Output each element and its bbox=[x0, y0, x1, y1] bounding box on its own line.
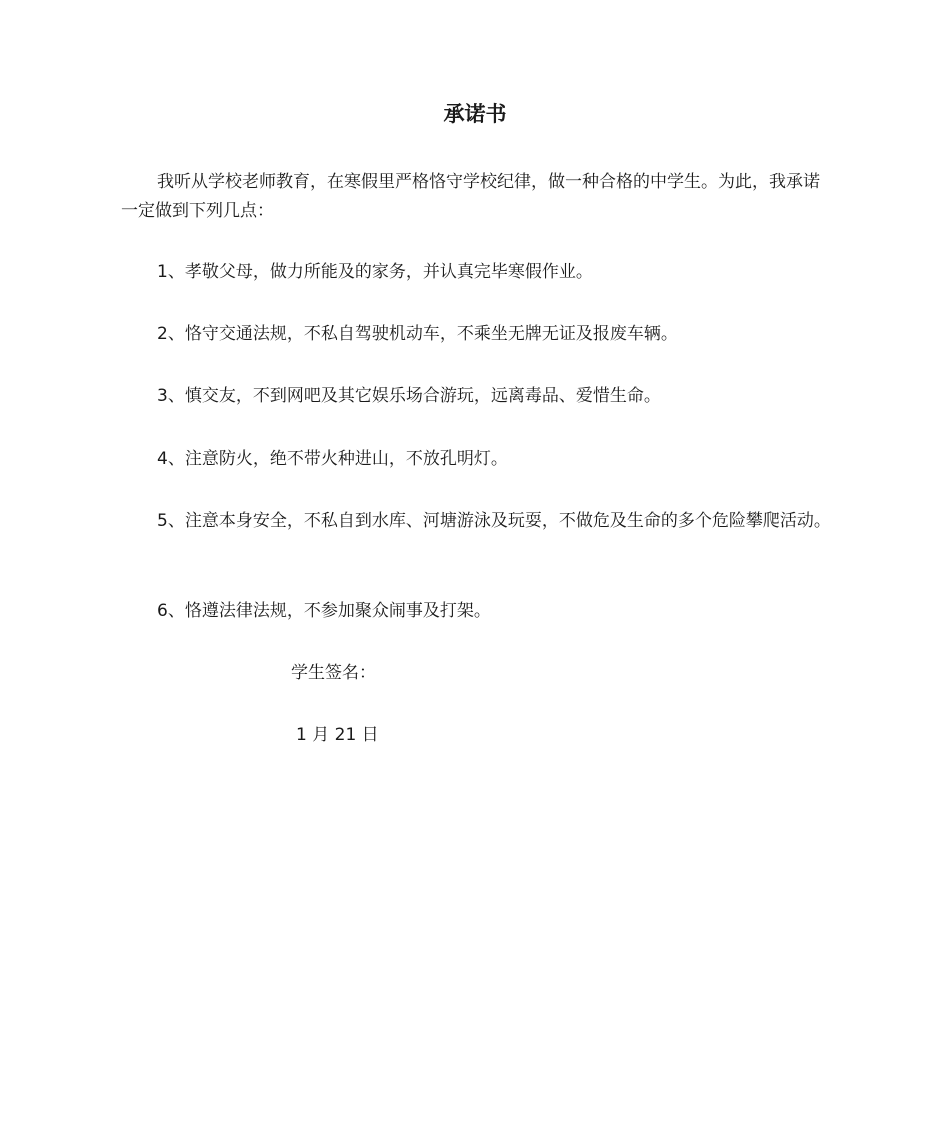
pledge-item-2: 2、恪守交通法规，不私自驾驶机动车，不乘坐无牌无证及报废车辆。 bbox=[157, 324, 678, 344]
pledge-item-5: 5、注意本身安全，不私自到水库、河塘游泳及玩耍，不做危及生命的多个危险攀爬活动。 bbox=[157, 511, 831, 531]
date-text: 1 月 21 日 bbox=[296, 725, 379, 745]
pledge-item-4: 4、注意防火，绝不带火种进山，不放孔明灯。 bbox=[157, 449, 508, 469]
pledge-item-3: 3、慎交友，不到网吧及其它娱乐场合游玩，远离毒品、爱惜生命。 bbox=[157, 386, 661, 406]
signature-label: 学生签名： bbox=[291, 663, 376, 683]
pledge-item-6: 6、恪遵法律法规，不参加聚众闹事及打架。 bbox=[157, 601, 491, 621]
document-title: 承诺书 bbox=[443, 102, 507, 126]
intro-paragraph: 我听从学校老师教育，在寒假里严格恪守学校纪律，做一种合格的中学生。为此，我承诺一定做到下列几点： bbox=[121, 172, 820, 221]
pledge-item-1: 1、孝敬父母，做力所能及的家务，并认真完毕寒假作业。 bbox=[157, 262, 593, 282]
